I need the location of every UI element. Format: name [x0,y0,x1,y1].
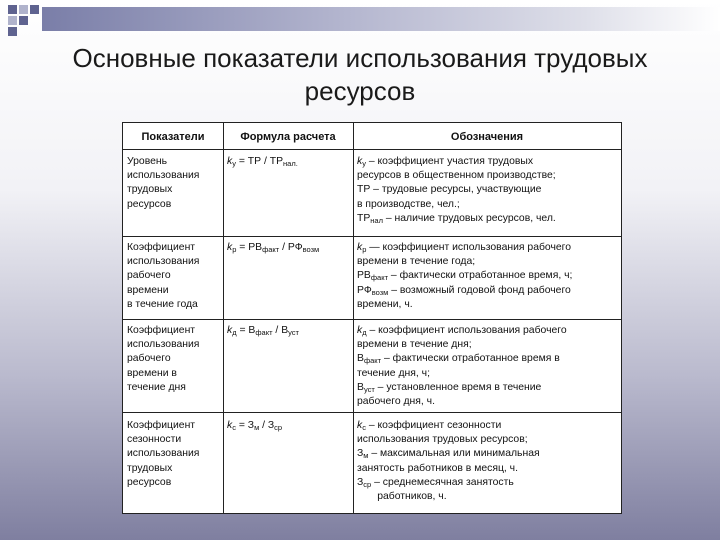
title-line-2: ресурсов [304,76,416,106]
column-divider [353,123,354,513]
row3-legend: $k_д$ – коэффициент использования рабочего времени в течение дня; $В_{факт}$ – фактически отработанное время в течение дня, ч; $В_{уст}$ – установленное время в течение рабочего дня, ч. [357,325,567,408]
row1-legend: $k_у$ – коэффициент участия трудовых ресурсов в общественном производстве; ТР – трудовые ресурсы, участвующие в производстве, чел.; $ТР_{нал}$ – наличие трудовых ресурсов, чел. [357,156,556,225]
row2-indicator: Коэффициент использования рабочего времени в течение года [127,242,200,310]
row2-legend: $k_р$ — коэффициент использования рабочего времени в течение года; $РВ_{факт}$ – фактически отработанное время, ч; $РФ_{возм}$ – возможный годовой фонд рабочего времени, ч. [357,242,573,310]
row1-indicator: Уровень использования трудовых ресурсов [127,156,200,210]
row-divider [123,412,621,413]
slide-title [0,42,720,108]
top-gradient-bar [42,7,720,31]
row-divider [123,236,621,237]
square-icon [19,5,28,14]
row1-formula: $k_у$ = ТР / $ТР_{нал.}$ [227,156,298,168]
title-line-1: Основные показатели использования трудовых [72,43,648,73]
row-divider [123,319,621,320]
row4-formula: $k_с = З_м / З_{ср}$ [227,420,283,432]
indicators-table [122,122,622,514]
square-icon [30,5,39,14]
square-icon [8,27,17,36]
header-indicators: Показатели [141,131,205,143]
square-icon [8,5,17,14]
header-divider [123,149,621,150]
row3-formula: $k_д = В_{факт} / В_{уст}$ [227,325,299,337]
row4-legend: $k_с$ – коэффициент сезонности использования трудовых ресурсов; $З_м$ – максимальная или минимальная занятость работников в месяц, ч. $З_{ср}$ – среднемесячная занятость работников, ч. [357,420,540,503]
square-icon [19,16,28,25]
square-icon [8,16,17,25]
row3-indicator: Коэффициент использования рабочего времени в течение дня [127,325,200,393]
row2-formula: $k_р = РВ_{факт} / РФ_{возм}$ [227,242,320,254]
header-legend: Обозначения [450,131,524,143]
column-divider [223,123,224,513]
row4-indicator: Коэффициент сезонности использования трудовых ресурсов [127,420,200,488]
header-formula: Формула расчета [240,131,336,143]
